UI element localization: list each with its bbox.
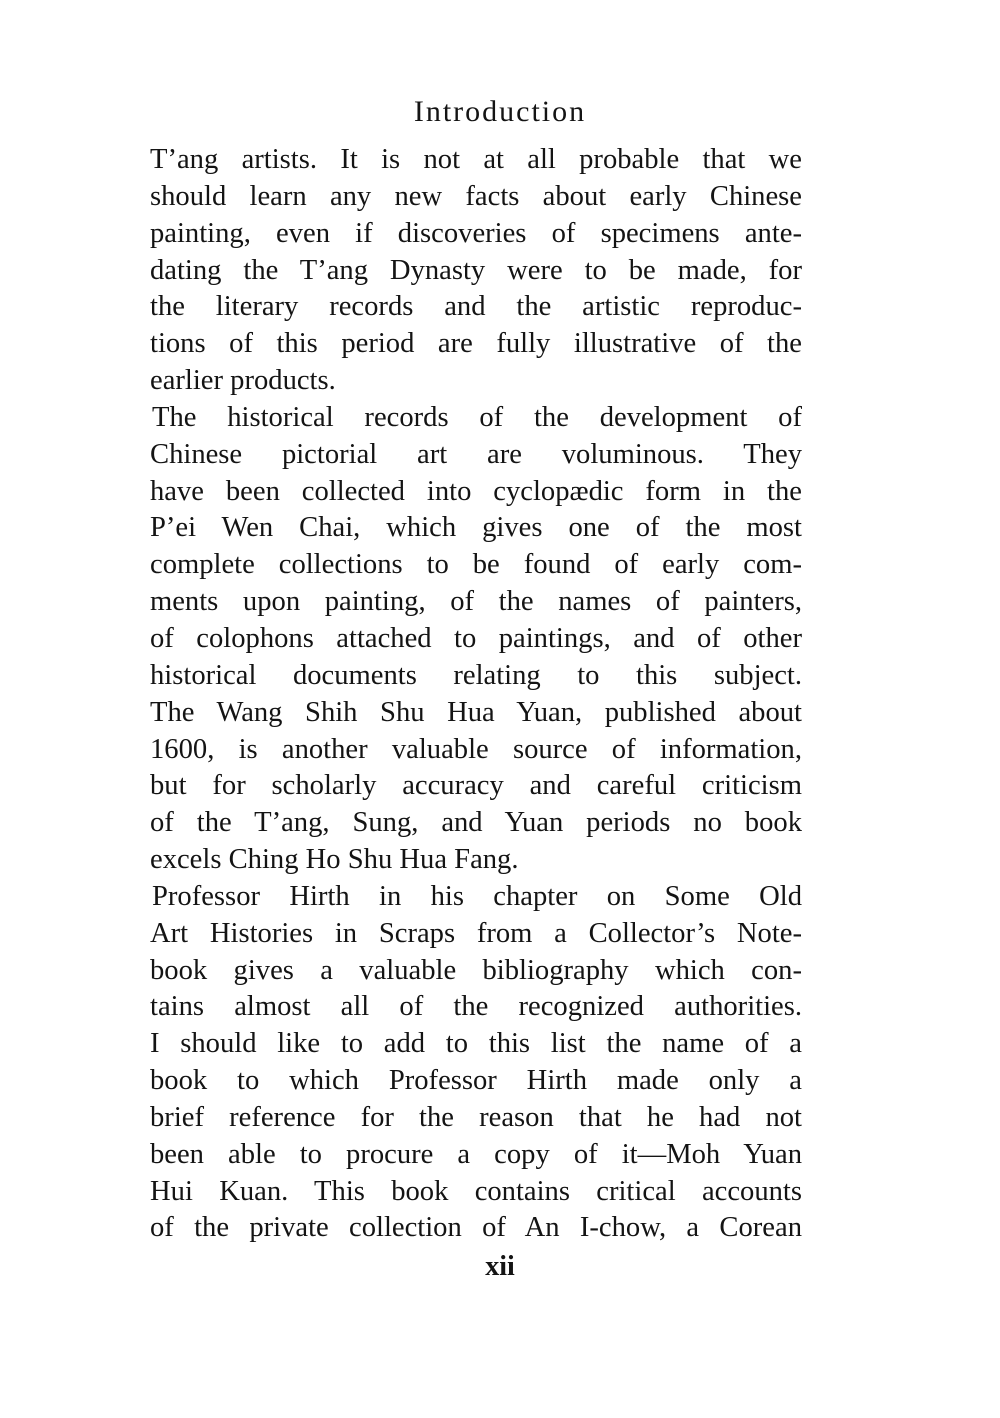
text-line: Professor Hirth in his chapter on Some Old xyxy=(152,880,802,912)
text-line: dating the T’ang Dynasty were to be made, for xyxy=(150,254,802,286)
text-line: should learn any new facts about early Chinese xyxy=(150,180,802,212)
page-number: xii xyxy=(485,1251,515,1282)
text-line: tains almost all of the recognized authorities. xyxy=(150,991,802,1023)
text-line: Chinese pictorial art are voluminous. They xyxy=(150,438,802,470)
text-line: historical documents relating to this subject. xyxy=(150,659,802,691)
text-line: brief reference for the reason that he had not xyxy=(150,1101,802,1133)
paragraph-2 xyxy=(150,400,802,879)
text-line: 1600, is another valuable source of information, xyxy=(150,733,802,765)
text-line: of the T’ang, Sung, and Yuan periods no book xyxy=(150,807,802,839)
text-line: book gives a valuable bibliography which con- xyxy=(150,954,802,986)
text-line: been able to procure a copy of it—Moh Yuan xyxy=(150,1138,802,1170)
text-line: ments upon painting, of the names of painters, xyxy=(150,586,802,618)
text-line: tions of this period are fully illustrative of the xyxy=(150,328,802,360)
text-line: of colophons attached to paintings, and of other xyxy=(150,622,802,654)
text-line: of the private collection of An I-chow, a Corean xyxy=(150,1212,802,1244)
text-line: but for scholarly accuracy and careful criticism xyxy=(150,770,802,802)
text-line: I should like to add to this list the name of a xyxy=(150,1028,802,1060)
text-line: book to which Professor Hirth made only a xyxy=(150,1065,802,1097)
running-head: Introduction xyxy=(413,95,587,128)
text-line: painting, even if discoveries of specimens ante- xyxy=(150,217,802,249)
text-line: Art Histories in Scraps from a Collector’s Note- xyxy=(150,917,802,949)
text-line: The historical records of the development of xyxy=(152,401,802,433)
paragraph-3 xyxy=(150,879,802,1247)
text-line: have been collected into cyclopædic form in the xyxy=(150,475,802,507)
text-line: the literary records and the artistic reproduc- xyxy=(150,291,802,323)
text-line: The Wang Shih Shu Hua Yuan, published about xyxy=(150,696,802,728)
text-line: complete collections to be found of early com- xyxy=(150,549,802,581)
text-line: excels Ching Ho Shu Hua Fang. xyxy=(150,844,519,876)
text-line: T’ang artists. It is not at all probable that we xyxy=(150,144,802,175)
text-line: P’ei Wen Chai, which gives one of the most xyxy=(150,512,802,544)
paragraph-1 xyxy=(150,142,802,400)
text-line: Hui Kuan. This book contains critical accounts xyxy=(150,1175,802,1207)
body-text xyxy=(150,142,802,1247)
text-line: earlier products. xyxy=(150,365,336,397)
